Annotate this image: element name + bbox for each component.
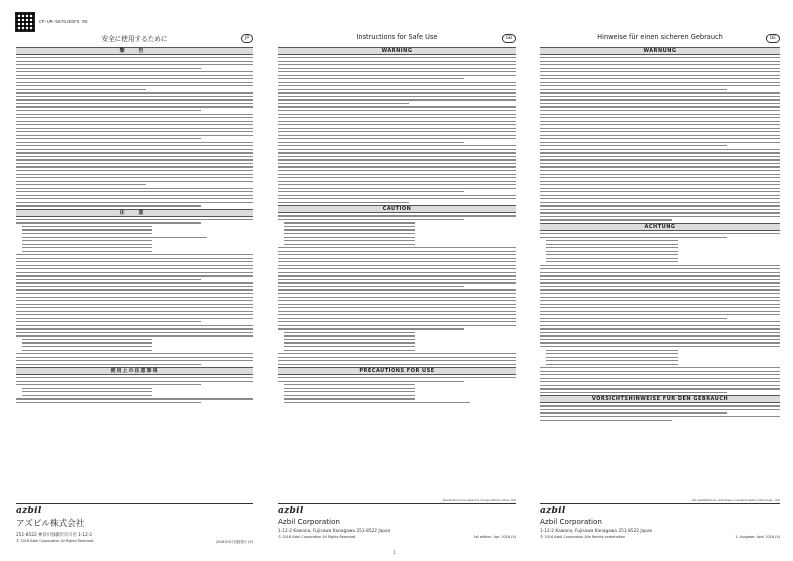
edition: 1st edition: Apr. 2016 (V)	[473, 535, 516, 539]
caution-text	[16, 219, 253, 365]
footer-german	[540, 499, 780, 539]
company-name: アズビル株式会社	[16, 519, 85, 529]
footer-japanese	[16, 503, 253, 544]
warning-text	[278, 57, 516, 203]
precautions-heading: PRECAUTIONS FOR USE	[278, 367, 516, 375]
company-address: 1-12-2 Kawana, Fujisawa Kanagawa 251-8522 Japan	[540, 529, 653, 534]
caution-text	[540, 233, 780, 393]
caution-heading: ACHTUNG	[540, 223, 780, 231]
precautions-heading: 使用上の注意事項	[16, 367, 253, 375]
qr-code-icon	[15, 12, 35, 32]
column-german	[540, 33, 780, 423]
caution-heading: 注 意	[16, 209, 253, 217]
language-badge: GB	[502, 34, 516, 43]
company-name: Azbil Corporation	[540, 517, 602, 526]
column-title	[278, 33, 516, 45]
copyright: © 2016 Azbil Corporation All Rights Reserved.	[16, 539, 95, 543]
warning-text	[16, 57, 253, 207]
caution-text	[278, 215, 516, 365]
document-code	[15, 12, 88, 32]
warning-heading: 警 告	[16, 47, 253, 55]
page-number: 1	[393, 550, 396, 555]
edition: 2016年4月初版発行 (V)	[215, 540, 253, 544]
column-japanese	[16, 33, 253, 405]
precautions-heading: VORSICHTSHINWEISE FÜR DEN GEBRAUCH	[540, 395, 780, 403]
company-address: 1-12-2 Kawana, Fujisawa Kanagawa 251-8522 Japan	[278, 529, 391, 534]
brand-logo: azbil	[278, 506, 304, 516]
precautions-text	[16, 377, 253, 403]
warning-heading: WARNUNG	[540, 47, 780, 55]
document-number: CP-UM-5876JEGFS RX	[39, 19, 88, 25]
company-address: 251-8522 神奈川県藤沢市川名 1-12-2	[16, 533, 93, 538]
precautions-text	[540, 405, 780, 420]
footer-english	[278, 499, 516, 539]
copyright: © 2016 Azbil Corporation All Rights Reserved.	[278, 535, 357, 539]
caution-heading: CAUTION	[278, 205, 516, 213]
specification-note: Die Spezifikationen unterliegen unangekündigten Änderungen. (09)	[692, 499, 780, 502]
company-name: Azbil Corporation	[278, 517, 340, 526]
column-title-text: Instructions for Safe Use	[356, 33, 438, 41]
brand-logo: azbil	[16, 506, 42, 516]
brand-logo: azbil	[540, 506, 566, 516]
column-title-text: 安全に使用するために	[101, 35, 168, 43]
edition: 1. Ausgabe: April 2016 (V)	[735, 535, 780, 539]
warning-heading: WARNING	[278, 47, 516, 55]
column-title-text: Hinweise für einen sicheren Gebrauch	[597, 33, 723, 41]
language-badge: JP	[241, 34, 253, 43]
warning-text	[540, 57, 780, 221]
column-english	[278, 33, 516, 405]
precautions-text	[278, 377, 516, 403]
specification-note: Specifications are subject to change without notice. (09)	[442, 499, 516, 502]
column-title	[540, 33, 780, 45]
column-title	[16, 33, 253, 45]
copyright: © 2016 Azbil Corporation Alle Rechte vorbehalten	[540, 535, 626, 539]
language-badge: DE	[766, 34, 780, 43]
